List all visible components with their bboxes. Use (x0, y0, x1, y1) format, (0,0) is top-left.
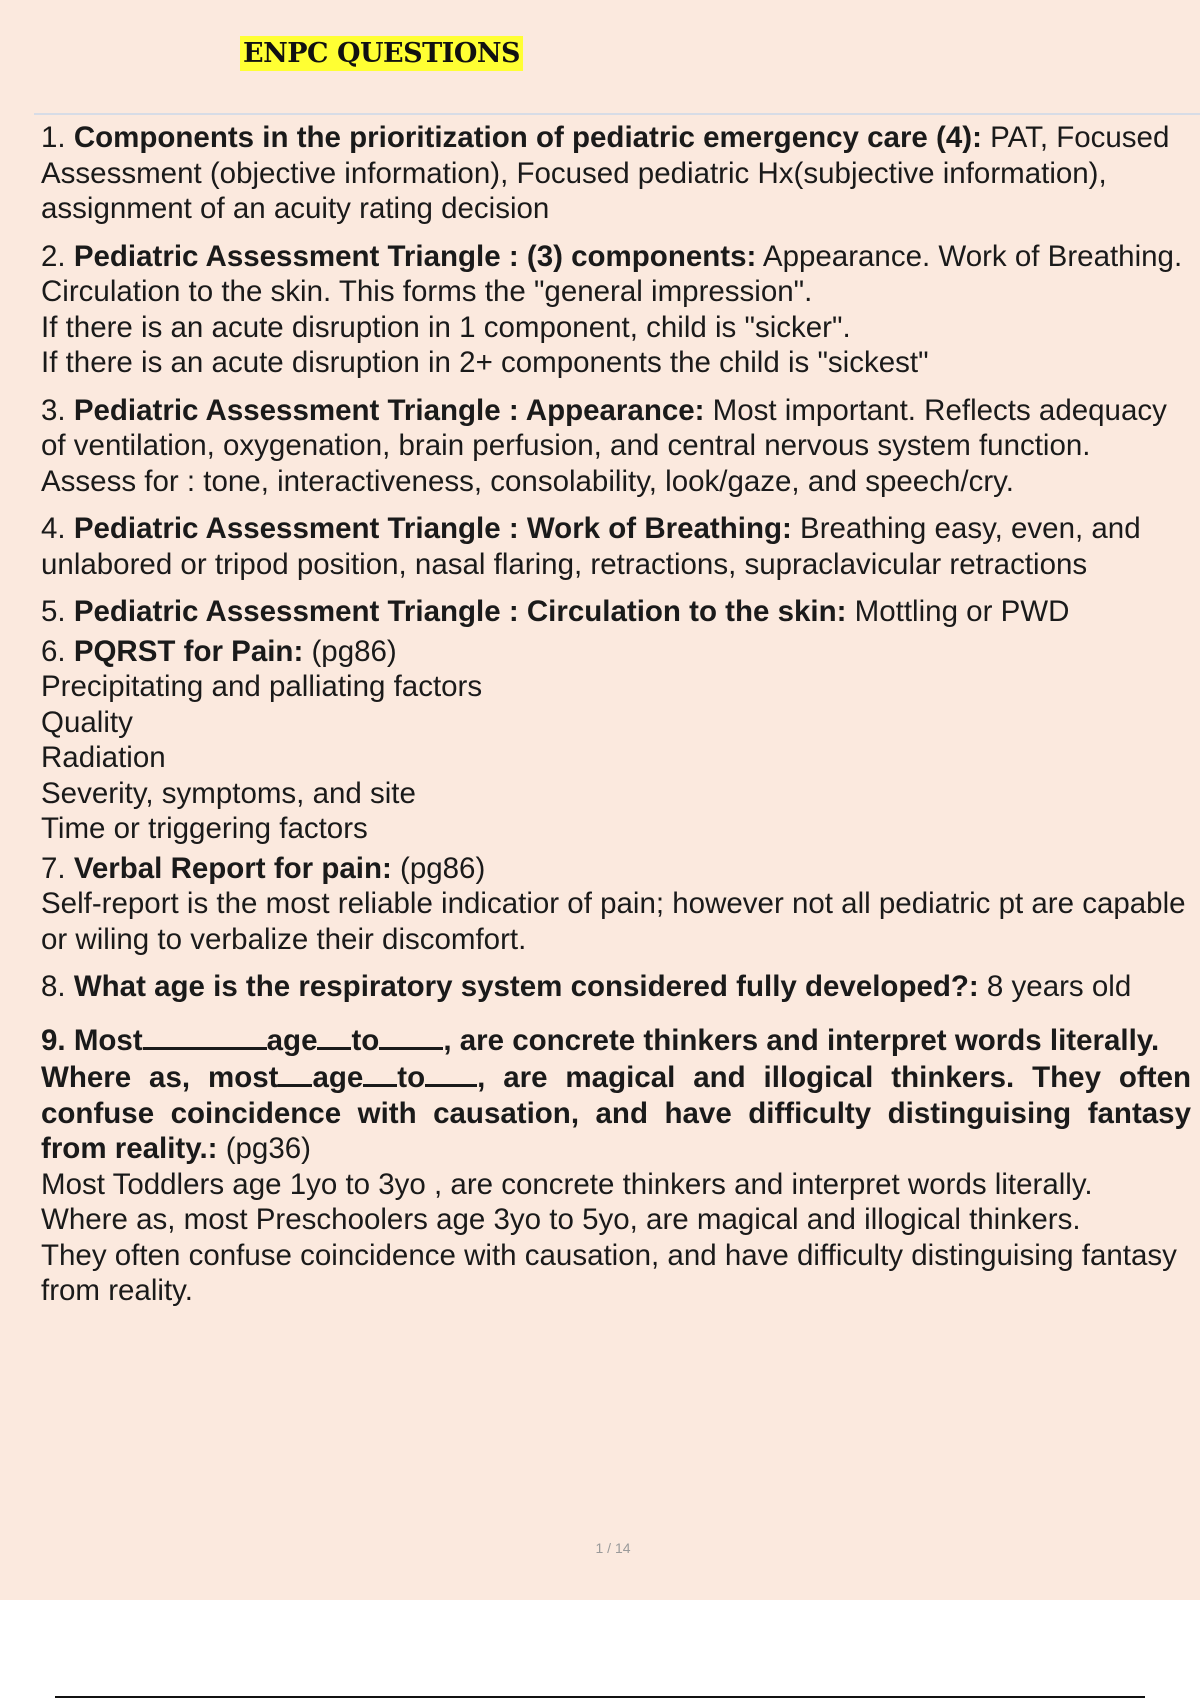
answer-text: (pg36) (217, 1132, 311, 1165)
answer-line: They often confuse coincidence with causation, and have difficulty distinguising fantasy from reality. (41, 1238, 1177, 1307)
question-text: Verbal Report for pain: (73, 851, 392, 885)
answer-text: Most important. Reflects adequacy of ventilation, oxygenation, brain perfusion, and central nervous system function. (41, 393, 1167, 462)
question-text: Pediatric Assessment Triangle : Appearance: (73, 393, 705, 427)
answer-line: Time or triggering factors (41, 812, 368, 845)
answer-text: Breathing easy, even, and unlabored or tripod position, nasal flaring, retractions, supraclavicular retractions (41, 512, 1141, 581)
questions-list (41, 120, 1191, 1321)
question-item (41, 969, 1191, 1005)
q9-text-part: , are concrete thinkers and interpret words literally. (443, 1023, 1160, 1057)
answer-line: Quality (41, 705, 133, 739)
question-number: 7. (41, 851, 74, 885)
answer-line: Severity, symptoms, and site (41, 776, 416, 810)
question-text: What age is the respiratory system considered fully developed?: (73, 970, 979, 1003)
answer-line: Where as, most Preschoolers age 3yo to 5yo, are magical and illogical thinkers. (41, 1203, 1081, 1236)
answer-line: Self-report is the most reliable indicatior of pain; however not all pediatric pt are capable or wiling to verbalize their discomfort. (41, 887, 1186, 956)
question-number: 9. (41, 1023, 74, 1057)
fill-in-blank (278, 1058, 312, 1087)
question-text: Pediatric Assessment Triangle : Circulation to the skin: (73, 595, 847, 628)
q9-text-part: to (351, 1023, 380, 1057)
question-item (41, 120, 1191, 227)
question-text (41, 1061, 1191, 1165)
answer-text: Appearance. Work of Breathing. Circulation to the skin. This forms the "general impression". (41, 239, 1183, 308)
fill-in-blank (143, 1021, 267, 1050)
q9-text-part: Most (73, 1023, 143, 1057)
answer-text: (pg86) (303, 634, 397, 668)
answer-line: If there is an acute disruption in 1 component, child is "sicker". (41, 310, 851, 344)
question-number: 2. (41, 239, 74, 273)
question-item (41, 594, 1191, 630)
q9-text-part: age (266, 1023, 318, 1057)
title-wrap (240, 36, 523, 71)
answer-line: Radiation (41, 741, 166, 774)
question-item (41, 851, 1191, 958)
question-text: PQRST for Pain: (73, 634, 304, 668)
question-item (41, 634, 1191, 847)
q9-text-part: age (312, 1061, 364, 1094)
question-item (41, 239, 1191, 381)
question-number: 5. (41, 595, 74, 628)
document-title: ENPC QUESTIONS (240, 36, 523, 71)
title-divider (34, 113, 1200, 115)
answer-text: PAT, Focused Assessment (objective information), Focused pediatric Hx(subjective information), assignment of an acuity rating decision (41, 121, 1170, 225)
q9-text-part: to (397, 1061, 426, 1094)
answer-text: Mottling or PWD (846, 595, 1070, 628)
answer-line: Precipitating and palliating factors (41, 670, 483, 703)
question-item (41, 1021, 1191, 1309)
question-number: 1. (41, 121, 74, 154)
answer-text: (pg86) (391, 851, 486, 885)
question-item (41, 511, 1191, 582)
question-text (41, 1024, 1159, 1057)
q9-text-part: Where as, most (41, 1061, 279, 1094)
fill-in-blank (425, 1058, 477, 1087)
question-number: 6. (41, 634, 74, 668)
question-text: Components in the prioritization of pediatric emergency care (4): (73, 121, 982, 154)
fill-in-blank (379, 1021, 443, 1050)
question-number: 8. (41, 970, 74, 1003)
question-text: Pediatric Assessment Triangle : Work of Breathing: (73, 512, 792, 545)
question-item (41, 393, 1191, 500)
fill-in-blank (363, 1058, 397, 1087)
q9-text-part: , are magical and illogical thinkers. They often confuse coincidence with causation, and have difficulty distinguising fantasy from reality.: (41, 1061, 1191, 1165)
question-number: 4. (41, 512, 74, 545)
answer-line: Most Toddlers age 1yo to 3yo , are concrete thinkers and interpret words literally. (41, 1167, 1093, 1201)
answer-line: If there is an acute disruption in 2+ components the child is "sickest" (41, 346, 929, 379)
bottom-divider (55, 1696, 1145, 1698)
answer-text: 8 years old (978, 970, 1132, 1003)
fill-in-blank (317, 1021, 351, 1050)
page-indicator: 1 / 14 (595, 1540, 631, 1556)
question-number: 3. (41, 393, 74, 427)
q9-second-part (41, 1058, 1191, 1167)
question-text: Pediatric Assessment Triangle : (3) components: (73, 239, 757, 273)
answer-line: Assess for : tone, interactiveness, consolability, look/gaze, and speech/cry. (41, 464, 1014, 498)
